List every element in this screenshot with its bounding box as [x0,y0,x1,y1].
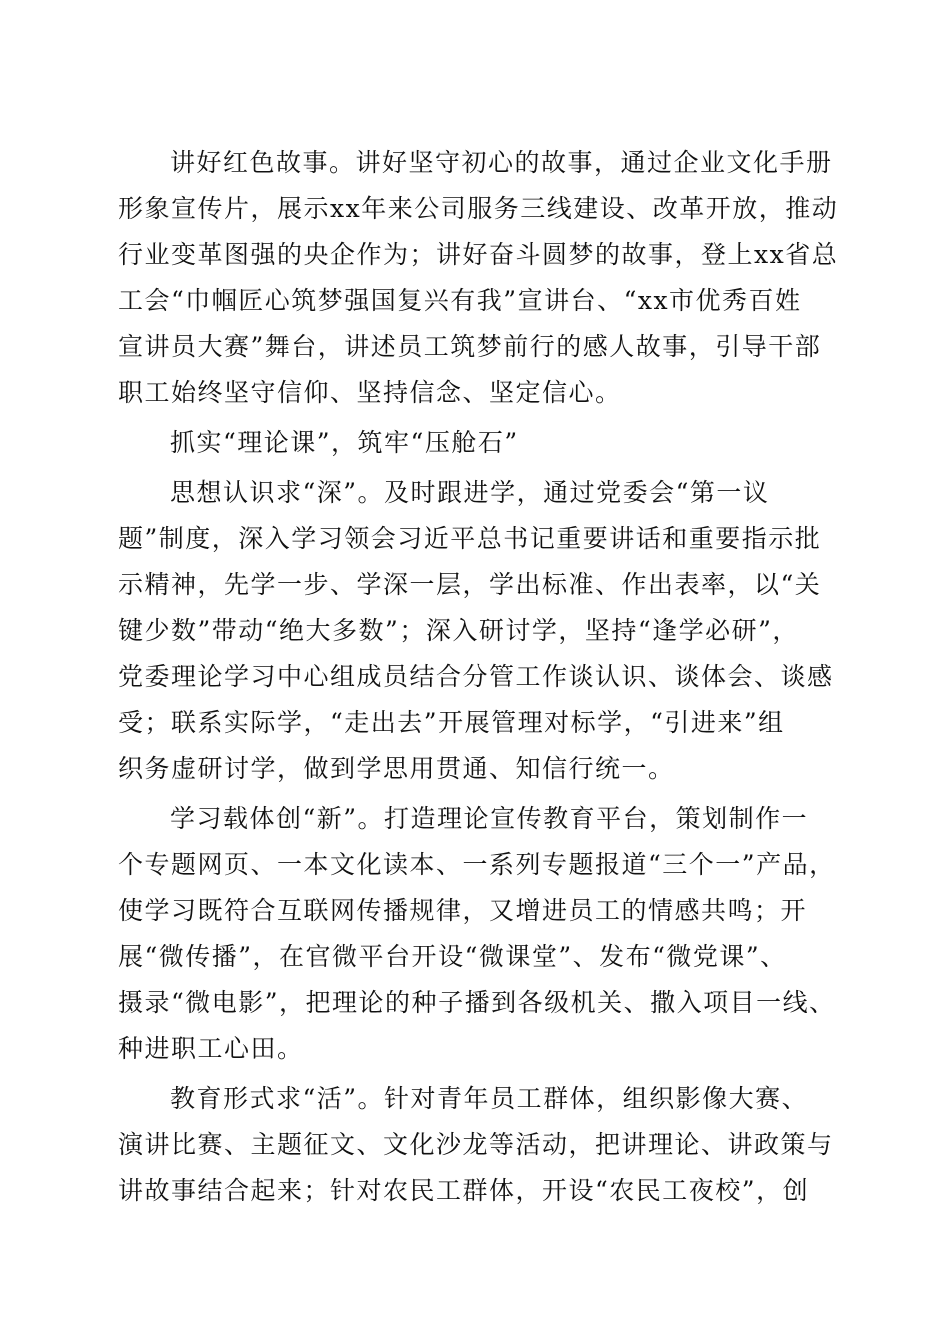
text-line: 行业变革图强的央企作为；讲好奋斗圆梦的故事，登上xx省总 [118,240,839,269]
section-heading-theory [118,420,830,466]
text-line: 受；联系实际学，“走出去”开展管理对标学，“引进来”组 [118,708,785,737]
text-line: 示精神，先学一步、学深一层，学出标准、作出表率，以“关 [118,570,822,599]
section-heading: 抓实“理论课”，筑牢“压舱石” [170,428,519,457]
text-line: 职工始终坚守信仰、坚持信念、坚定信心。 [118,378,622,407]
paragraph-education-lively [118,1076,834,1214]
document-body [118,140,839,1214]
text-line: 工会“巾帼匠心筑梦强国复兴有我”宣讲台、“xx市优秀百姓 [118,286,802,315]
text-line: 摄录“微电影”，把理论的种子播到各级机关、撒入项目一线、 [118,988,836,1017]
text-line: 党委理论学习中心组成员结合分管工作谈认识、谈体会、谈感 [118,662,834,691]
text-line: 讲故事结合起来；针对农民工群体，开设“农民工夜校”，创 [118,1176,810,1205]
text-line: 织务虚研讨学，做到学思用贯通、知信行统一。 [118,754,675,783]
text-line: 形象宣传片，展示xx年来公司服务三线建设、改革开放，推动 [118,194,839,223]
paragraph-carrier-new [118,796,836,1072]
text-line: 思想认识求“深”。及时跟进学，通过党委会“第一议 [170,478,770,507]
text-line: 个专题网页、一本文化读本、一系列专题报道“三个一”产品， [118,850,836,879]
text-line: 教育形式求“活”。针对青年员工群体，组织影像大赛、 [170,1084,809,1113]
text-line: 演讲比赛、主题征文、文化沙龙等活动，把讲理论、讲政策与 [118,1130,834,1159]
paragraph-thought-deep [118,470,834,792]
paragraph-red-stories [118,140,839,416]
text-line: 展“微传播”，在官微平台开设“微课堂”、发布“微党课”、 [118,942,787,971]
text-line: 题”制度，深入学习领会习近平总书记重要讲话和重要指示批 [118,524,822,553]
text-line: 学习载体创“新”。打造理论宣传教育平台，策划制作一 [170,804,809,833]
text-line: 使学习既符合互联网传播规律，又增进员工的情感共鸣；开 [118,896,808,925]
text-line: 讲好红色故事。讲好坚守初心的故事，通过企业文化手册 [170,148,833,177]
text-line: 种进职工心田。 [118,1034,304,1063]
text-line: 键少数”带动“绝大多数”；深入研讨学，坚持“逢学必研”， [118,616,799,645]
text-line: 宣讲员大赛”舞台，讲述员工筑梦前行的感人故事，引导干部 [118,332,822,361]
